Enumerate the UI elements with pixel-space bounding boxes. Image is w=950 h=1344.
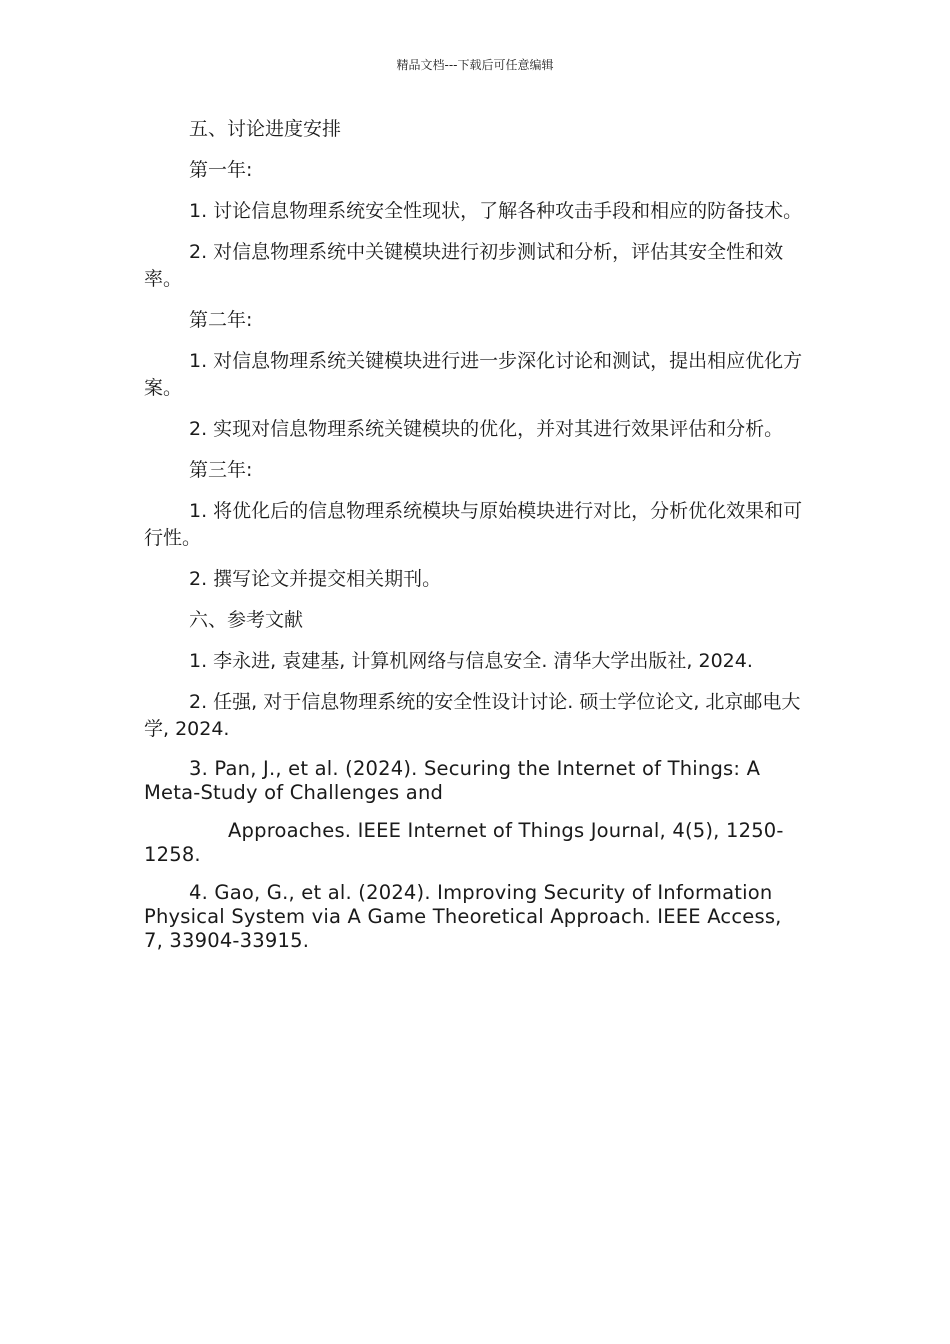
reference-4: 4. Gao, G., et al. (2024). Improving Security of Information Physical System via A Game Theoretical Approach. IEEE Access, 7, 33904-33915. [144, 881, 782, 952]
year-one-item-2: 2. 对信息物理系统中关键模块进行初步测试和分析，评估其安全性和效率。 [144, 241, 784, 290]
document-body [144, 116, 806, 967]
page-header: 精品文档---下载后可任意编辑 [396, 58, 554, 72]
section-heading-schedule: 五、讨论进度安排 [189, 118, 342, 140]
year-two-item-1: 1. 对信息物理系统关键模块进行进一步深化讨论和测试，提出相应优化方案。 [144, 350, 803, 399]
year-two-item-2: 2. 实现对信息物理系统关键模块的优化，并对其进行效果评估和分析。 [189, 418, 784, 440]
year-three-item-2: 2. 撰写论文并提交相关期刊。 [189, 568, 442, 590]
reference-3-line-2: Approaches. IEEE Internet of Things Journal, 4(5), 1250-1258. [144, 819, 784, 866]
section-heading-references: 六、参考文献 [189, 609, 304, 631]
reference-1: 1. 李永进, 袁建基, 计算机网络与信息安全. 清华大学出版社, 2024. [189, 650, 753, 672]
year-one-item-1: 1. 讨论信息物理系统安全性现状，了解各种攻击手段和相应的防备技术。 [189, 200, 803, 222]
year-three-item-1: 1. 将优化后的信息物理系统模块与原始模块进行对比，分析优化效果和可行性。 [144, 500, 803, 549]
reference-3-line-1: 3. Pan, J., et al. (2024). Securing the Internet of Things: A Meta-Study of Challenges and [144, 757, 761, 804]
year-one-label: 第一年: [189, 159, 253, 181]
year-two-label: 第二年: [189, 309, 253, 331]
year-three-label: 第三年: [189, 459, 253, 481]
reference-2: 2. 任强, 对于信息物理系统的安全性设计讨论. 硕士学位论文, 北京邮电大学, 2024. [144, 691, 801, 740]
